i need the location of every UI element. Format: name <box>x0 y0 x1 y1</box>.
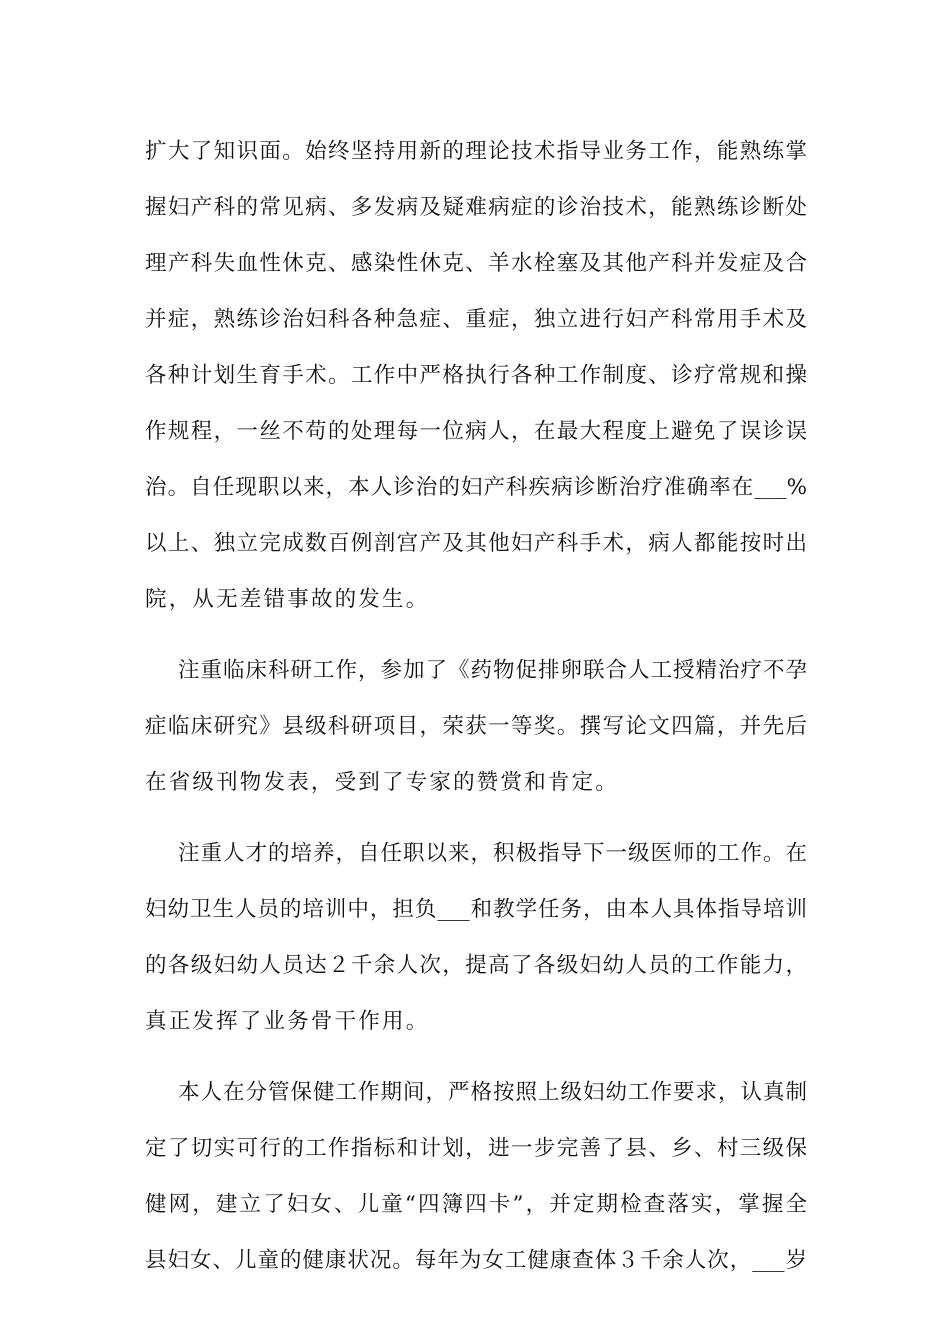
paragraph-2-line-1: 注重临床科研工作，参加了《药物促排卵联合人工授精治疗不孕 <box>178 658 807 683</box>
paragraph-3-line-2: 妇幼卫生人员的培训中，担负___和教学任务，由本人具体指导培训 <box>145 897 807 922</box>
paragraph-1-line-6: 作规程，一丝不苟的处理每一位病人，在最大程度上避免了误诊误 <box>145 419 807 444</box>
paragraph-1-line-4: 并症，熟练诊治妇科各种急症、重症，独立进行妇产科常用手术及 <box>145 307 807 332</box>
paragraph-1-line-1: 扩大了知识面。始终坚持用新的理论技术指导业务工作，能熟练掌 <box>145 139 807 164</box>
paragraph-1-line-7: 治。自任现职以来，本人诊治的妇产科疾病诊断治疗准确率在___% <box>145 475 807 500</box>
paragraph-4-line-3: 健网，建立了妇女、儿童“四簿四卡”，并定期检查落实，掌握全 <box>145 1192 807 1217</box>
paragraph-1-line-5: 各种计划生育手术。工作中严格执行各种工作制度、诊疗常规和操 <box>145 363 807 388</box>
paragraph-4-line-4: 县妇女、儿童的健康状况。每年为女工健康查体３千余人次，___岁 <box>145 1248 807 1273</box>
paragraph-2-line-3: 在省级刊物发表，受到了专家的赞赏和肯定。 <box>145 770 620 795</box>
paragraph-1-line-9: 院，从无差错事故的发生。 <box>145 587 430 612</box>
paragraph-1-line-2: 握妇产科的常见病、多发病及疑难病症的诊治技术，能熟练诊断处 <box>145 195 807 220</box>
paragraph-3-line-3: 的各级妇幼人员达２千余人次，提高了各级妇幼人员的工作能力， <box>145 953 807 978</box>
paragraph-3-line-1: 注重人才的培养，自任职以来，积极指导下一级医师的工作。在 <box>178 841 807 866</box>
paragraph-2-line-2: 症临床研究》县级科研项目，荣获一等奖。撰写论文四篇，并先后 <box>145 714 807 739</box>
paragraph-1-line-8: 以上、独立完成数百例剖宫产及其他妇产科手术，病人都能按时出 <box>145 531 807 556</box>
paragraph-1-line-3: 理产科失血性休克、感染性休克、羊水栓塞及其他产科并发症及合 <box>145 251 807 276</box>
paragraph-4-line-1: 本人在分管保健工作期间，严格按照上级妇幼工作要求，认真制 <box>178 1080 807 1105</box>
paragraph-4-line-2: 定了切实可行的工作指标和计划，进一步完善了县、乡、村三级保 <box>145 1136 807 1161</box>
paragraph-3-line-4: 真正发挥了业务骨干作用。 <box>145 1009 430 1034</box>
